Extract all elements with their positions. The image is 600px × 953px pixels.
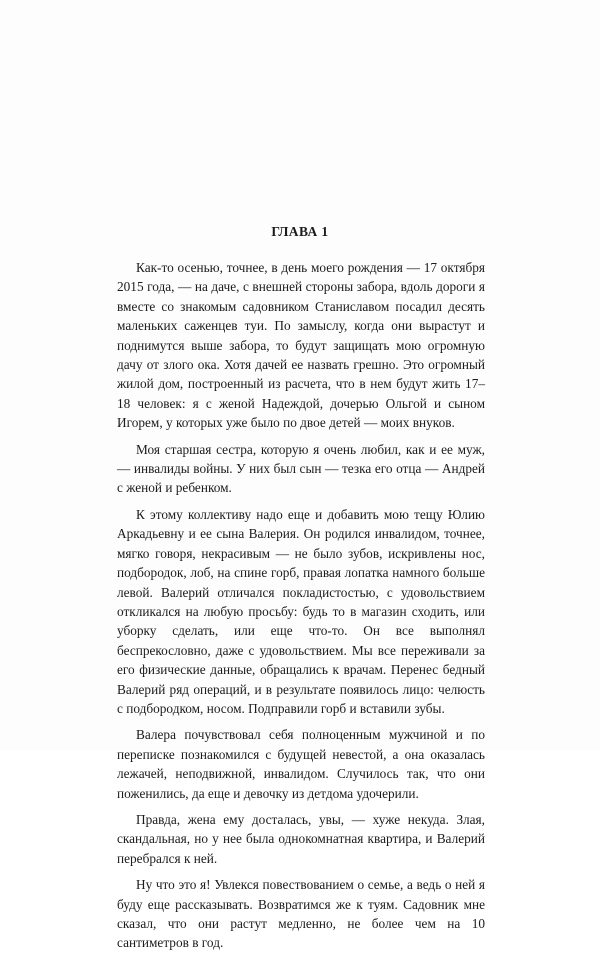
paragraph-3: К этому коллективу надо еще и добавить мою тещу Юлию Аркадьевну и ее сына Валерия. Он родился инвалидом, точнее, мягко говоря, некрасивым — не было зубов, искривлены нос, подбородок, лоб, на спине горб, правая лопатка намного больше левой. Валерий отличался покладистостью, с удовольствием откликался на любую просьбу: будь то в магазин сходить, или уборку сделать, или еще что-то. Он все выполнял беспрекословно, даже с удовольствием. Мы все переживали за его физические данные, обращались к врачам. Перенес бедный Валерий ряд операций, и в результате появилось лицо: челюсть с подбородком, носом. Подправили горб и вставили зубы. xyxy=(117,506,485,716)
paragraph-2: Моя старшая сестра, которую я очень любил, как и ее муж, — инвалиды войны. У них был сын — тезка его отца — Андрей с женой и ребенком. xyxy=(117,441,485,496)
chapter-title: ГЛАВА 1 xyxy=(271,224,329,239)
paragraph-1: Как-то осенью, точнее, в день моего рождения — 17 октября 2015 года, — на даче, с внешней стороны забора, вдоль дороги я вместе со знакомым садовником Станиславом посадил десять маленьких саженцев туи. По замыслу, когда они вырастут и поднимутся выше забора, то будут защищать мою огромную дачу от злого ока. Хотя дачей ее назвать грешно. Это огромный жилой дом, построенный из расчета, что в нем будут жить 17–18 человек: я с женой Надеждой, дочерью Ольгой и сыном Игорем, у которых уже было по двое детей — моих внуков. xyxy=(117,260,485,431)
paragraph-6: Ну что это я! Увлекся повествованием о семье, а ведь о ней я буду еще рассказывать. Возвратимся же к туям. Садовник мне сказал, что они растут медленно, не более чем на 10 сантиметров в год. xyxy=(117,877,485,951)
paragraph-4: Валера почувствовал себя полноценным мужчиной и по переписке познакомился с будущей невестой, а она оказалась лежачей, неподвижной, инвалидом. Случилось так, что они поженились, да еще и девочку из детдома удочерили. xyxy=(117,727,485,801)
paragraph-5: Правда, жена ему досталась, увы, — хуже некуда. Злая, скандальная, но у нее была однокомнатная квартира, и Валерий перебрался к ней. xyxy=(117,811,485,866)
chapter-body xyxy=(117,258,485,953)
